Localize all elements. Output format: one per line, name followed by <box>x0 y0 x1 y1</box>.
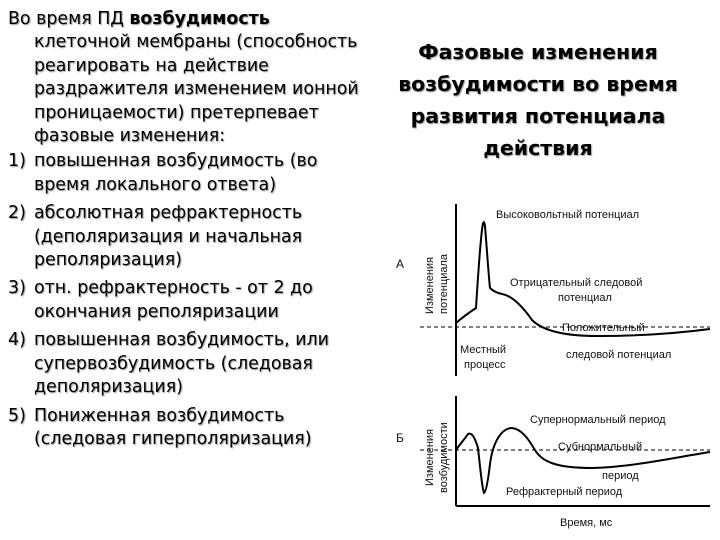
panel-b-ylabel-2: возбудимости <box>438 422 450 493</box>
label-local-process-1: Местный <box>460 344 507 356</box>
time-axis-label: Время, мс <box>560 517 613 529</box>
panel-b-letter: Б <box>396 431 404 445</box>
label-negative-trace-1: Отрицательный следовой <box>510 277 643 289</box>
list-item <box>8 329 368 399</box>
label-negative-trace-2: потенциал <box>558 292 612 304</box>
list-item <box>8 405 368 452</box>
excitability-diagram <box>392 196 712 534</box>
list-item-number: 3) <box>8 278 26 299</box>
label-positive-trace-1: Положительный <box>562 322 645 334</box>
list-item <box>8 202 368 272</box>
list-item-text: абсолютная рефрактерность (деполяризация и начальная реполяризация) <box>34 203 303 271</box>
label-subnormal-1: Субнормальный <box>558 441 643 453</box>
slide-title: Фазовые изменения возбудимости во время развития потенциала действия <box>398 40 678 160</box>
label-supernormal: Супернормальный период <box>530 414 666 426</box>
label-high-voltage: Высоковольтный потенциал <box>496 209 640 221</box>
intro-rest: клеточной мембраны (способность реагировать на действие раздражителя изменением ионной проницаемости) претерпевает фазовые изменения: <box>34 32 359 147</box>
panel-a-ylabel-2: потенциала <box>438 253 450 314</box>
list-item-text: повышенная возбудимость, или супервозбудимость (следовая деполяризация) <box>34 330 329 398</box>
panel-a-letter: А <box>396 257 405 271</box>
list-item <box>8 277 368 324</box>
text-column <box>8 8 368 456</box>
excitability-curve <box>456 428 710 493</box>
panel-a-ylabel-1: Изменения <box>424 257 436 314</box>
list-item-number: 1) <box>8 151 26 172</box>
label-subnormal-2: период <box>602 470 639 482</box>
list-item-text: повышенная возбудимость (во время локального ответа) <box>34 151 318 195</box>
label-local-process-2: процесс <box>464 359 506 371</box>
list-item-text: отн. рефрактерность - от 2 до окончания реполяризации <box>34 278 313 322</box>
phase-list <box>8 150 368 451</box>
label-refractory: Рефрактерный период <box>506 486 623 498</box>
list-item-text: Пониженная возбудимость (следовая гиперполяризация) <box>34 405 312 449</box>
list-item-number: 2) <box>8 203 26 224</box>
intro-paragraph <box>8 8 368 148</box>
label-positive-trace-2: следовой потенциал <box>566 349 672 361</box>
list-item-number: 5) <box>8 405 26 426</box>
panel-b-ylabel-1: Изменения <box>424 429 436 486</box>
intro-prefix: Во время ПД <box>8 9 130 29</box>
intro-bold-term: возбудимость <box>129 9 270 29</box>
list-item <box>8 150 368 197</box>
list-item-number: 4) <box>8 330 26 351</box>
